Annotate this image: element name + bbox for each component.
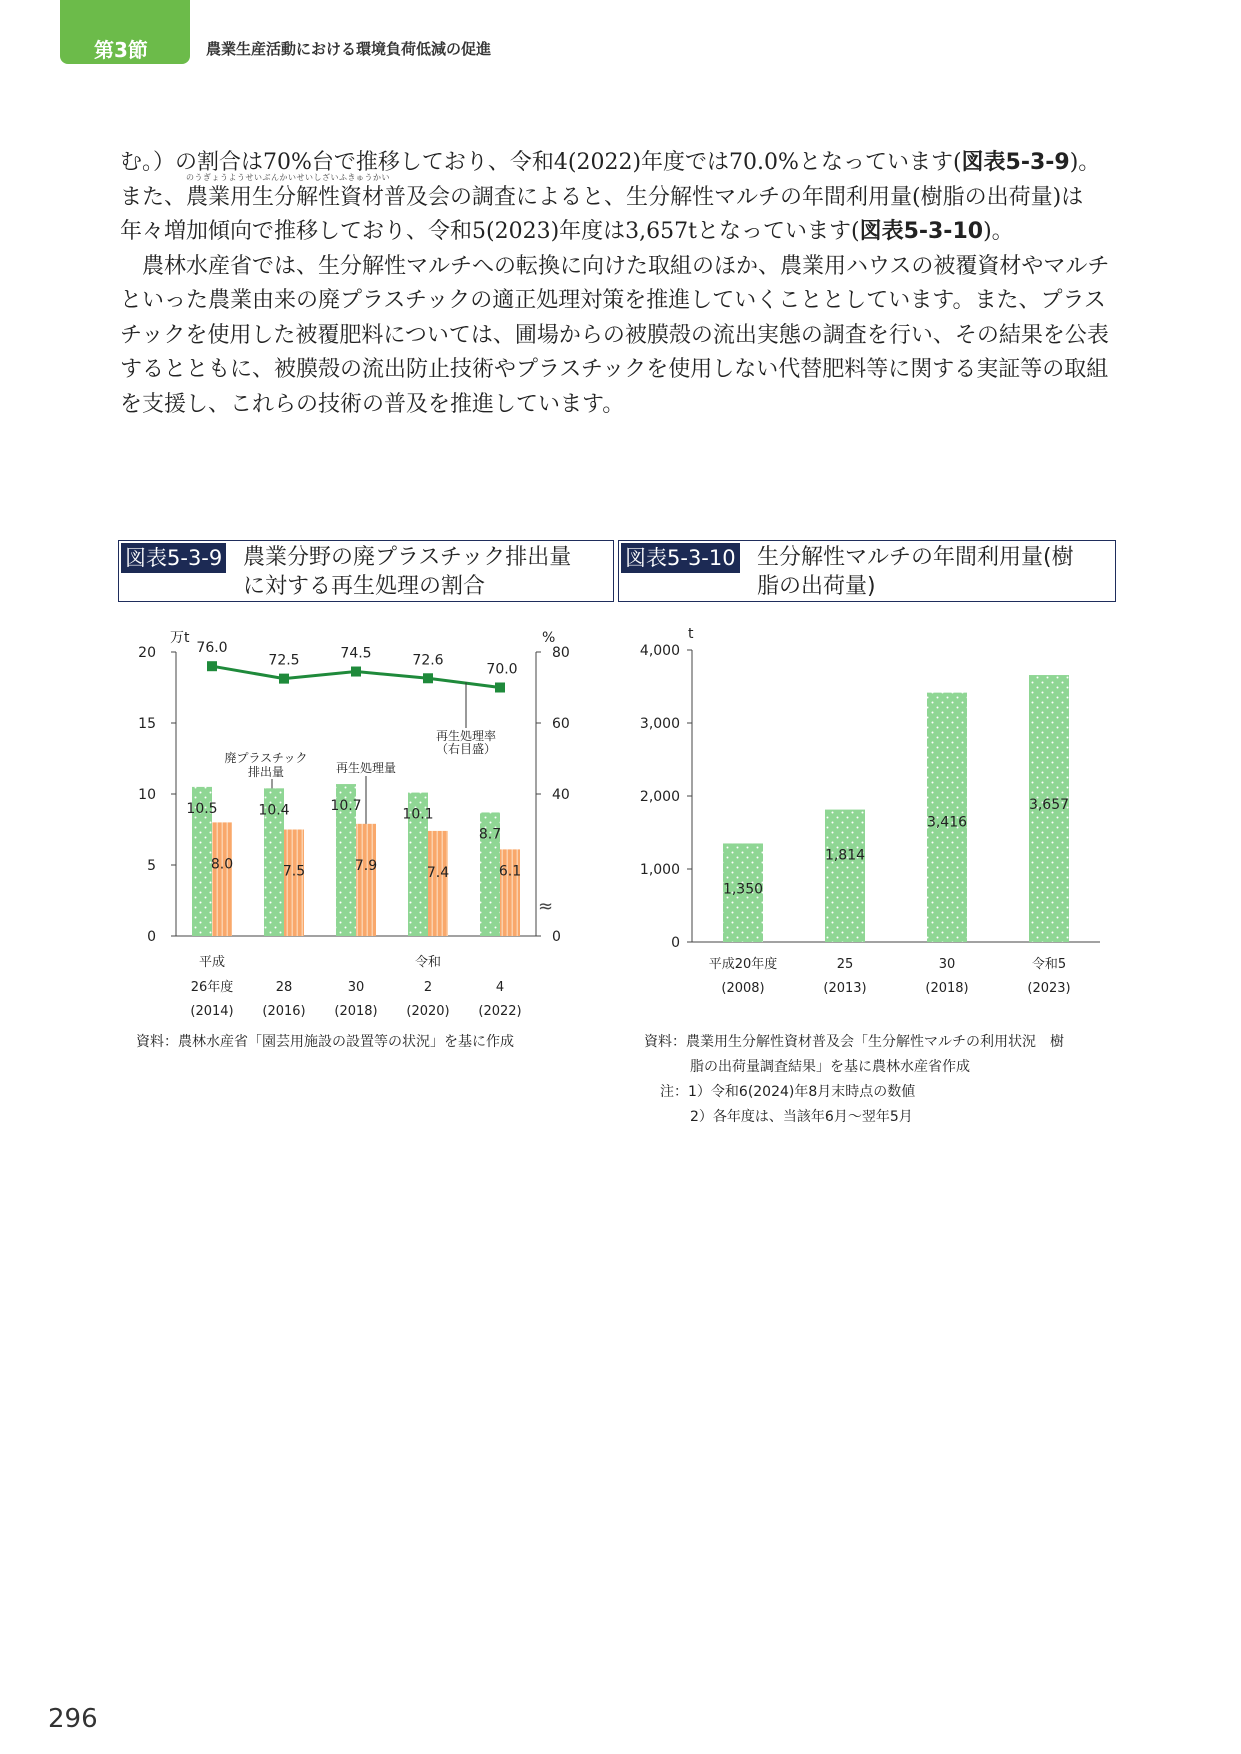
left-tick-label: 20 <box>138 645 156 661</box>
y-tick-label: 3,000 <box>639 716 680 732</box>
axis-break-symbol: ≈ <box>538 896 554 917</box>
x-year-label: 4 <box>495 980 505 995</box>
figure-ref-5-3-10[interactable]: 図表5-3-10 <box>859 219 984 244</box>
bar-label: 3,416 <box>926 814 968 831</box>
line-marker <box>423 673 433 683</box>
line-point-label: 76.0 <box>196 640 228 657</box>
x-year-label: 2 <box>423 980 433 995</box>
figure-5-3-9-title <box>243 543 571 601</box>
x-ad-label: (2018) <box>925 981 969 996</box>
y-tick-label: 2,000 <box>639 789 680 805</box>
bar-label-recycled: 7.4 <box>426 864 450 881</box>
paragraph-1-part-1: む。）の割合は70%台で推移しており、令和4(2022)年度では70.0%となっています( <box>120 150 962 175</box>
x-category-label: 25 <box>836 957 854 972</box>
figure-5-3-10-source <box>644 1030 1064 1130</box>
x-ad-label: (2022) <box>478 1004 522 1019</box>
figure-5-3-9-title-line-2: に対する再生処理の割合 <box>243 574 486 599</box>
ruby-base: 農業用生分解性資材普及会 <box>186 184 451 210</box>
figure-ref-5-3-9[interactable]: 図表5-3-9 <box>961 150 1070 175</box>
x-era-label: 令和 <box>414 955 442 970</box>
left-tick-label: 10 <box>138 787 156 803</box>
ruby-reading: のうぎょうようせいぶんかいせいしざいふきゅうかい <box>186 172 391 182</box>
figure-5-3-10-title <box>757 543 1074 601</box>
paragraph-2: 農林水産省では、生分解性マルチへの転換に向けた取組のほか、農業用ハウスの被覆資材やマルチといった農業由来の廃プラスチックの適正処理対策を推進していくこととしています。また、プラスチックを使用した被覆肥料については、圃場からの被膜殻の流出実態の調査を行い、その結果を公表するとともに、被膜殻の流出防止技術やプラスチックを使用しない代替肥料等に関する実証等の取組を支援し、これらの技術の普及を推進しています。 <box>120 253 1110 417</box>
figure-5-3-10-title-line-2: 脂の出荷量) <box>757 574 876 599</box>
paragraph-1-part-2: )。また、 <box>120 150 1101 210</box>
note-1: 注：1）令和6(2024)年8月末時点の数値 <box>660 1084 916 1100</box>
x-era-label: 平成 <box>198 955 226 970</box>
legend-rate-line1: 再生処理率 <box>435 729 497 743</box>
figure-5-3-9-title-line-1: 農業分野の廃プラスチック排出量 <box>243 545 572 570</box>
bar-label-waste: 10.7 <box>330 798 362 815</box>
x-category-label: 令和5 <box>1031 957 1067 972</box>
y-tick-label: 4,000 <box>639 643 680 659</box>
line-marker <box>495 683 505 693</box>
right-tick-label: 40 <box>552 787 570 803</box>
legend-waste-line2: 排出量 <box>247 765 285 779</box>
source-line-1: 資料：農業用生分解性資材普及会「生分解性マルチの利用状況 樹 <box>644 1034 1064 1050</box>
section-tab <box>60 0 190 64</box>
source-line-2: 脂の出荷量調査結果」を基に農林水産省作成 <box>690 1059 970 1075</box>
x-ad-label: (2008) <box>721 981 765 996</box>
figure-5-3-9-header <box>118 540 614 602</box>
bar-label-recycled: 7.5 <box>282 863 306 880</box>
bar-label: 3,657 <box>1028 797 1070 814</box>
line-marker <box>279 674 289 684</box>
axis-unit-right: % <box>542 630 556 646</box>
figure-5-3-10-header <box>618 540 1116 602</box>
paragraph-1-part-4: )。 <box>983 219 1014 244</box>
bar-label-waste: 8.7 <box>478 826 502 843</box>
ruby-term <box>186 172 451 210</box>
page-number: 296 <box>48 1704 98 1734</box>
line-point-label: 72.6 <box>412 652 444 669</box>
chart-5-3-9 <box>118 620 608 1020</box>
note-2: 2）各年度は、当該年6月～翌年5月 <box>690 1109 913 1125</box>
legend-recycled: 再生処理量 <box>335 761 397 775</box>
chart-5-3-10 <box>620 620 1116 1020</box>
legend-waste-line1: 廃プラスチック <box>224 751 308 765</box>
bar-label-waste: 10.1 <box>402 806 434 823</box>
right-tick-label: 0 <box>552 929 561 945</box>
y-tick-label: 0 <box>671 935 680 951</box>
line-point-label: 72.5 <box>268 652 300 669</box>
bar-label-waste: 10.5 <box>186 800 218 817</box>
line-marker <box>207 661 217 671</box>
x-category-label: 平成20年度 <box>708 957 778 972</box>
bar-recycled <box>356 824 376 936</box>
figure-5-3-9-source: 資料：農林水産省「園芸用施設の設置等の状況」を基に作成 <box>136 1034 514 1050</box>
line-marker <box>351 667 361 677</box>
right-tick-label: 80 <box>552 645 570 661</box>
section-title: 農業生産活動における環境負荷低減の促進 <box>206 40 492 58</box>
line-point-label: 74.5 <box>340 645 372 662</box>
paragraph-1-part-3: の調査によると、生分解性マルチの年間利用量(樹脂の出荷量)は年々増加傾向で推移しており、令和5(2023)年度は3,657tとなっています( <box>120 184 1084 244</box>
bar-recycled <box>500 849 520 936</box>
right-tick-label: 60 <box>552 716 570 732</box>
x-ad-label: (2013) <box>823 981 867 996</box>
body-text <box>120 146 1120 422</box>
line-point-label: 70.0 <box>486 661 518 678</box>
figure-5-3-10-label: 図表5-3-10 <box>621 543 740 573</box>
bar-label-recycled: 8.0 <box>210 856 234 873</box>
paragraph-1 <box>120 146 1120 250</box>
figure-5-3-9-label: 図表5-3-9 <box>121 543 226 573</box>
x-year-label: 28 <box>275 980 293 995</box>
x-year-label: 30 <box>347 980 365 995</box>
left-tick-label: 5 <box>147 858 156 874</box>
bar-label-waste: 10.4 <box>258 802 290 819</box>
left-tick-label: 0 <box>147 929 156 945</box>
legend-rate-line2: （右目盛） <box>435 742 497 756</box>
x-year-label: 26年度 <box>190 980 234 995</box>
bar <box>825 810 865 942</box>
left-tick-label: 15 <box>138 716 156 732</box>
bar-label: 1,350 <box>722 881 764 898</box>
bar-recycled <box>428 831 448 936</box>
x-category-label: 30 <box>938 957 956 972</box>
axis-unit: t <box>688 626 694 642</box>
bar-label-recycled: 7.9 <box>354 857 378 874</box>
section-tab-label: 第3節 <box>94 38 148 62</box>
axis-unit-left: 万t <box>170 630 190 646</box>
bar-label-recycled: 6.1 <box>498 863 522 880</box>
x-ad-label: (2020) <box>406 1004 450 1019</box>
bar-recycled <box>212 822 232 936</box>
bar-label: 1,814 <box>824 847 866 864</box>
y-tick-label: 1,000 <box>639 862 680 878</box>
x-ad-label: (2016) <box>262 1004 306 1019</box>
figure-5-3-10-title-line-1: 生分解性マルチの年間利用量(樹 <box>757 545 1074 570</box>
x-ad-label: (2023) <box>1027 981 1071 996</box>
bar-recycled <box>284 830 304 937</box>
x-ad-label: (2014) <box>190 1004 234 1019</box>
x-ad-label: (2018) <box>334 1004 378 1019</box>
